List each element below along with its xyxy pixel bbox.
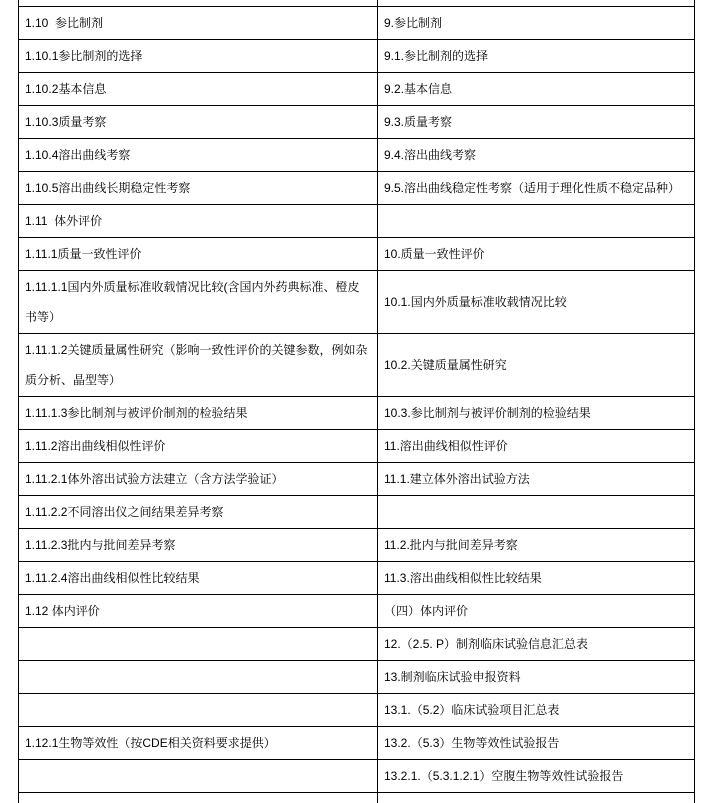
new-item-cell: 9.参比制剂	[378, 7, 695, 40]
new-item-cell: 10.2.关键质量属性研究	[378, 334, 695, 397]
new-item-cell: 9.3.质量考察	[378, 106, 695, 139]
old-item-cell: 1.11.1.2关键质量属性研究（影响一致性评价的关键参数，例如杂质分析、晶型等）	[19, 334, 378, 397]
old-item-cell	[19, 694, 378, 727]
new-item-cell	[378, 793, 695, 803]
old-item-cell: 1.11.2.2不同溶出仪之间结果差异考察	[19, 496, 378, 529]
new-item-cell: 10.质量一致性评价	[378, 238, 695, 271]
old-item-cell: 1.10 参比制剂	[19, 7, 378, 40]
table-row	[19, 7, 695, 40]
numbering-comparison-table	[18, 0, 695, 803]
new-item-cell: 13.2.1.（5.3.1.2.1）空腹生物等效性试验报告	[378, 760, 695, 793]
partial-row-bottom	[19, 793, 695, 803]
table-row	[19, 529, 695, 562]
old-item-cell	[19, 628, 378, 661]
table-row	[19, 334, 695, 397]
table-row	[19, 73, 695, 106]
table-row	[19, 238, 695, 271]
table-row	[19, 628, 695, 661]
table-row	[19, 271, 695, 334]
new-item-cell: 11.3.溶出曲线相似性比较结果	[378, 562, 695, 595]
old-item-cell: 1.10.5溶出曲线长期稳定性考察	[19, 172, 378, 205]
new-item-cell: 9.2.基本信息	[378, 73, 695, 106]
new-item-cell: 11.2.批内与批间差异考察	[378, 529, 695, 562]
old-item-cell: 1.12.1生物等效性（按CDE相关资料要求提供）	[19, 727, 378, 760]
table-row	[19, 430, 695, 463]
old-item-cell: 1.11 体外评价	[19, 205, 378, 238]
new-item-cell: 12.（2.5. P）制剂临床试验信息汇总表	[378, 628, 695, 661]
new-item-cell: 13.制剂临床试验申报资料	[378, 661, 695, 694]
table-row	[19, 397, 695, 430]
new-item-cell: 11.溶出曲线相似性评价	[378, 430, 695, 463]
old-item-cell	[19, 760, 378, 793]
new-item-cell: 13.1.（5.2）临床试验项目汇总表	[378, 694, 695, 727]
table-row	[19, 139, 695, 172]
table-row	[19, 562, 695, 595]
new-item-cell: 13.2.（5.3）生物等效性试验报告	[378, 727, 695, 760]
table-row	[19, 463, 695, 496]
new-item-cell: 10.3.参比制剂与被评价制剂的检验结果	[378, 397, 695, 430]
new-item-cell: 11.1.建立体外溶出试验方法	[378, 463, 695, 496]
table-row	[19, 106, 695, 139]
new-item-cell	[378, 496, 695, 529]
new-item-cell	[378, 205, 695, 238]
table-row	[19, 40, 695, 73]
old-item-cell: 1.11.2.1体外溶出试验方法建立（含方法学验证）	[19, 463, 378, 496]
old-item-cell: 1.12 体内评价	[19, 595, 378, 628]
table-row	[19, 205, 695, 238]
old-item-cell: 1.11.2.3批内与批间差异考察	[19, 529, 378, 562]
old-item-cell: 1.11.2.4溶出曲线相似性比较结果	[19, 562, 378, 595]
table-row	[19, 661, 695, 694]
table-row	[19, 496, 695, 529]
table-row	[19, 172, 695, 205]
old-item-cell: 1.11.1.1国内外质量标准收载情况比较(含国内外药典标准、橙皮书等）	[19, 271, 378, 334]
new-item-cell: 9.4.溶出曲线考察	[378, 139, 695, 172]
new-item-cell: 9.1.参比制剂的选择	[378, 40, 695, 73]
new-item-cell: 10.1.国内外质量标准收载情况比较	[378, 271, 695, 334]
new-item-cell: 9.5.溶出曲线稳定性考察（适用于理化性质不稳定品种）	[378, 172, 695, 205]
table-row	[19, 595, 695, 628]
old-item-cell: 1.10.2基本信息	[19, 73, 378, 106]
old-item-cell: 1.10.4溶出曲线考察	[19, 139, 378, 172]
table-row	[19, 727, 695, 760]
new-item-cell: （四）体内评价	[378, 595, 695, 628]
old-item-cell: 1.11.2溶出曲线相似性评价	[19, 430, 378, 463]
table-row	[19, 694, 695, 727]
table-row	[19, 760, 695, 793]
old-item-cell: 1.11.1.3参比制剂与被评价制剂的检验结果	[19, 397, 378, 430]
old-item-cell: 1.10.1参比制剂的选择	[19, 40, 378, 73]
old-item-cell	[19, 793, 378, 803]
old-item-cell: 1.10.3质量考察	[19, 106, 378, 139]
old-item-cell	[19, 661, 378, 694]
old-item-cell: 1.11.1质量一致性评价	[19, 238, 378, 271]
